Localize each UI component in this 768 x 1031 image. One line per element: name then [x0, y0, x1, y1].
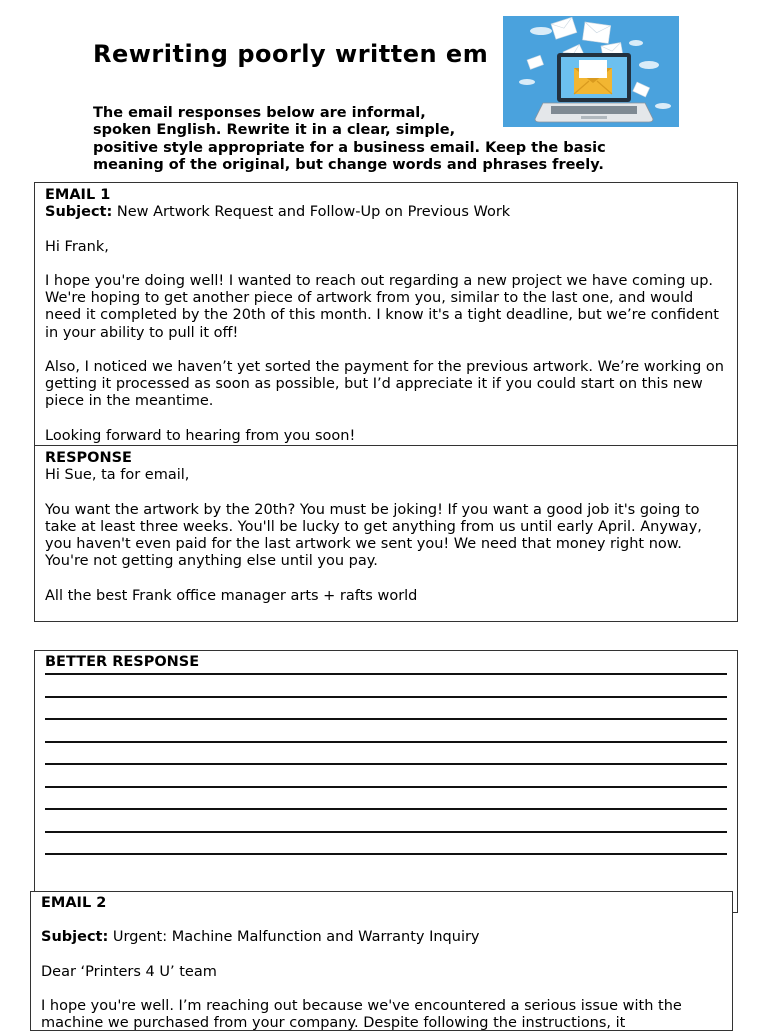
- instruction-line: meaning of the original, but change words and phrases freely.: [93, 157, 604, 174]
- email-1-greeting: Hi Frank,: [45, 238, 109, 255]
- writing-line[interactable]: [45, 698, 727, 721]
- better-response-box[interactable]: [34, 650, 738, 913]
- email-1-closing: Looking forward to hearing from you soon!: [45, 427, 356, 444]
- instructions: [93, 105, 653, 175]
- email-1-paragraph: Also, I noticed we haven’t yet sorted the payment for the previous artwork. We’re working on getting it processed as soon as possible, but I’d appreciate it if you could start on this new piece in the meantime.: [45, 358, 724, 410]
- email-2-greeting: Dear ‘Printers 4 U’ team: [41, 963, 217, 980]
- subject-label: Subject:: [41, 929, 109, 946]
- instruction-line: positive style appropriate for a business email. Keep the basic: [93, 139, 606, 156]
- writing-area[interactable]: [45, 673, 727, 855]
- email-2-box: [30, 891, 733, 1031]
- writing-line[interactable]: [45, 810, 727, 833]
- email-1-heading: EMAIL 1: [45, 187, 111, 203]
- writing-line[interactable]: [45, 743, 727, 766]
- response-heading: RESPONSE: [45, 450, 132, 466]
- response-box: [34, 445, 738, 622]
- response-greeting: Hi Sue, ta for email,: [45, 467, 190, 484]
- writing-line[interactable]: [45, 788, 727, 811]
- writing-line[interactable]: [45, 720, 727, 743]
- better-response-heading: BETTER RESPONSE: [45, 654, 200, 670]
- page-title: Rewriting poorly written em: [93, 40, 489, 68]
- email-1-subject: [45, 204, 727, 221]
- instruction-line: The email responses below are informal,: [93, 105, 426, 121]
- instruction-line: spoken English. Rewrite it in a clear, simple,: [93, 122, 456, 139]
- email-2-paragraph: I hope you're well. I’m reaching out because we've encountered a serious issue with the machine we purchased from your company. Despite following the instructions, it: [41, 998, 682, 1031]
- email-2-heading: EMAIL 2: [41, 895, 107, 911]
- subject-text: Urgent: Machine Malfunction and Warranty Inquiry: [108, 929, 480, 946]
- response-paragraph: You want the artwork by the 20th? You must be joking! If you want a good job it's going to take at least three weeks. You'll be lucky to get anything from us until early April. Anyway, you haven't even paid for the last artwork we sent you! We need that money right now.: [45, 501, 702, 552]
- subject-label: Subject:: [45, 204, 113, 221]
- subject-text: New Artwork Request and Follow-Up on Previous Work: [112, 204, 511, 221]
- email-1-box: [34, 182, 738, 446]
- email-2-subject: [41, 929, 722, 946]
- writing-line[interactable]: [45, 765, 727, 788]
- email-1-paragraph: I hope you're doing well! I wanted to reach out regarding a new project we have coming up. We're hoping to get another piece of artwork from you, similar to the last one, and would need it completed by the 20th of this month. I know it's a tight deadline, but we’re confident in your ability to pull it off!: [45, 272, 719, 341]
- writing-line[interactable]: [45, 833, 727, 856]
- writing-line[interactable]: [45, 675, 727, 698]
- response-signoff: All the best Frank office manager arts + rafts world: [45, 587, 418, 604]
- response-paragraph: You're not getting anything else until you pay.: [45, 553, 378, 570]
